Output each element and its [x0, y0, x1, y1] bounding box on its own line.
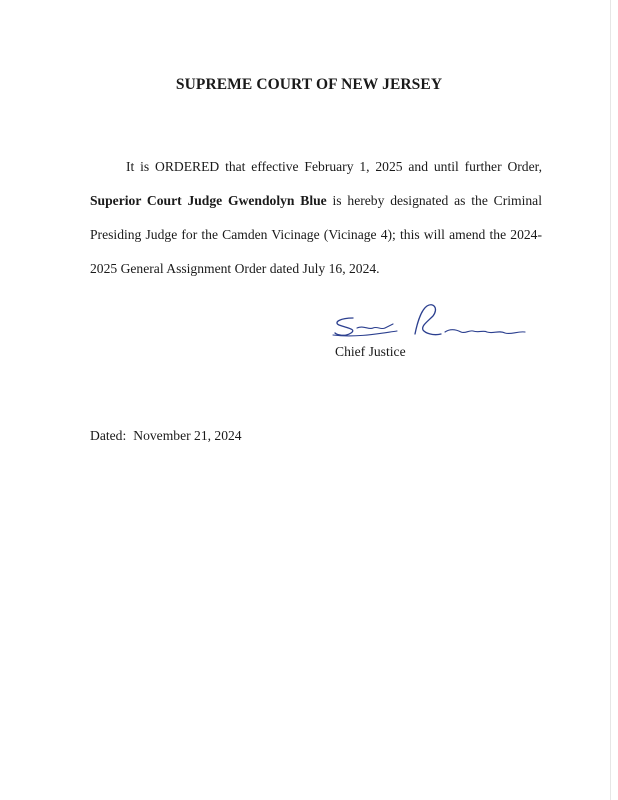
dated-value: November 21, 2024 [133, 428, 242, 443]
signature-underline-stroke [333, 331, 397, 336]
dated-line [90, 428, 242, 444]
signature-title: Chief Justice [335, 344, 406, 359]
chief-justice-signature [327, 300, 537, 350]
signature-first-name-stroke [335, 318, 353, 335]
order-opening: It is ORDERED that effective February 1, 2025 and until further Order, [126, 159, 542, 174]
court-heading: SUPREME COURT OF NEW JERSEY [175, 76, 443, 93]
order-paragraph [90, 150, 542, 286]
judge-name: Superior Court Judge Gwendolyn Blue [90, 193, 327, 208]
signature-surname-stroke [445, 330, 525, 334]
order-designation: is hereby designated as the Criminal Presiding Judge for the Camden Vicinage (Vicinage 4); this will amend the 2024-2025 General Assignment Order dated July 16, 2024. [90, 193, 542, 276]
signature-loop-stroke [415, 305, 441, 335]
signature-middle-stroke [357, 324, 393, 329]
page-edge [610, 0, 611, 800]
dated-label: Dated: [90, 428, 127, 443]
